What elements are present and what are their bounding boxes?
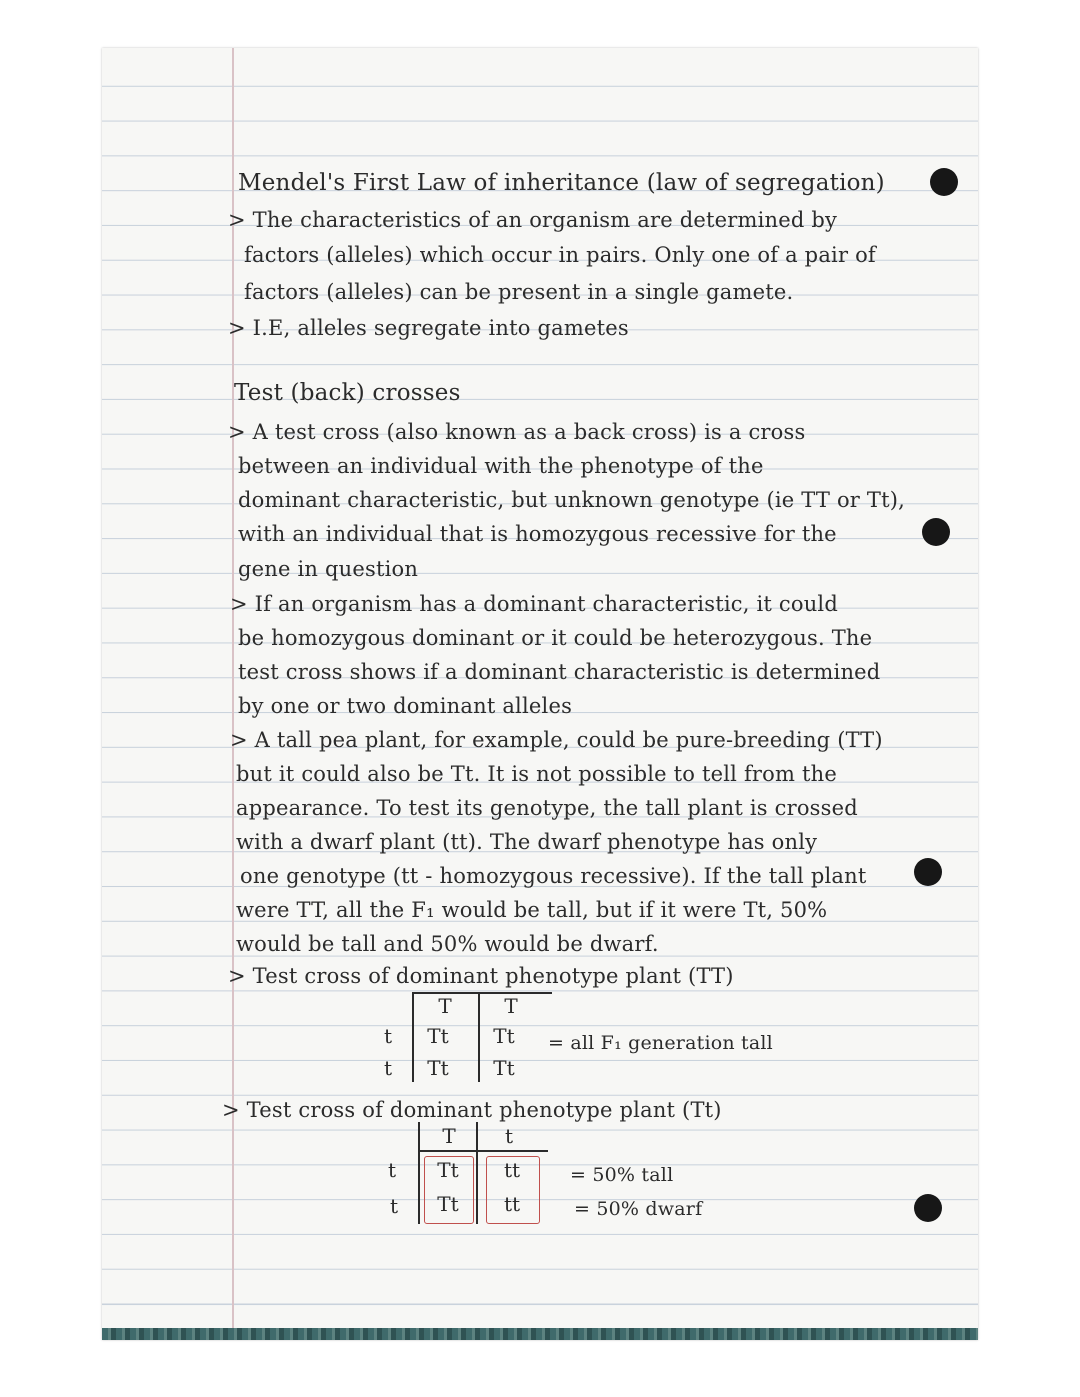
note-line: dominant characteristic, but unknown genotype (ie TT or Tt), xyxy=(238,488,906,512)
note-line: one genotype (tt - homozygous recessive). If the tall plant xyxy=(240,864,867,888)
genotype-cell: Tt xyxy=(493,1024,515,1048)
note-line: were TT, all the F₁ would be tall, but if it were Tt, 50% xyxy=(236,898,828,922)
allele-header: T xyxy=(442,1124,456,1148)
cross-2-result-dwarf: = 50% dwarf xyxy=(574,1198,703,1220)
margin-line xyxy=(232,48,234,1340)
genotype-cell: tt xyxy=(503,1192,521,1216)
allele-side: t xyxy=(383,1056,393,1080)
punch-hole-upper-mid xyxy=(922,518,950,546)
allele-header: t xyxy=(504,1124,514,1148)
note-line: with an individual that is homozygous recessive for the xyxy=(238,522,837,546)
cross-1-label: > Test cross of dominant phenotype plant (TT) xyxy=(228,964,734,988)
allele-side: t xyxy=(383,1024,393,1048)
note-line: > The characteristics of an organism are determined by xyxy=(228,208,838,232)
genotype-cell: Tt xyxy=(427,1024,449,1048)
cross-1-result: = all F₁ generation tall xyxy=(548,1032,773,1054)
section-title-mendel: Mendel's First Law of inheritance (law of segregation) xyxy=(238,170,885,196)
allele-side: t xyxy=(389,1194,399,1218)
punch-hole-lower-mid xyxy=(914,858,942,886)
grid-line xyxy=(478,992,480,1082)
grid-line xyxy=(418,1122,420,1224)
note-line: test cross shows if a dominant characteristic is determined xyxy=(238,660,881,684)
note-line: but it could also be Tt. It is not possible to tell from the xyxy=(236,762,837,786)
note-line: > If an organism has a dominant characteristic, it could xyxy=(230,592,838,616)
genotype-cell: Tt xyxy=(427,1056,449,1080)
genotype-cell: Tt xyxy=(493,1056,515,1080)
note-line: appearance. To test its genotype, the tall plant is crossed xyxy=(236,796,858,820)
allele-header: T xyxy=(438,994,452,1018)
note-line: would be tall and 50% would be dwarf. xyxy=(236,932,659,956)
note-line: factors (alleles) can be present in a single gamete. xyxy=(244,280,794,304)
page-edge-strip xyxy=(102,1328,978,1340)
note-line: > A tall pea plant, for example, could be pure-breeding (TT) xyxy=(230,728,883,752)
genotype-cell: Tt xyxy=(437,1192,459,1216)
allele-side: t xyxy=(387,1158,397,1182)
grid-line xyxy=(412,992,414,1082)
note-line: > I.E, alleles segregate into gametes xyxy=(228,316,629,340)
cross-2-result-tall: = 50% tall xyxy=(570,1164,674,1186)
genotype-cell: Tt xyxy=(437,1158,459,1182)
note-line: be homozygous dominant or it could be heterozygous. The xyxy=(238,626,873,650)
punch-hole-top xyxy=(930,168,958,196)
note-line: with a dwarf plant (tt). The dwarf phenotype has only xyxy=(236,830,818,854)
allele-header: T xyxy=(504,994,518,1018)
note-line: by one or two dominant alleles xyxy=(238,694,573,718)
grid-line xyxy=(476,1122,478,1224)
note-line: factors (alleles) which occur in pairs. Only one of a pair of xyxy=(244,243,876,267)
section-title-test-crosses: Test (back) crosses xyxy=(234,380,461,406)
cross-2-label: > Test cross of dominant phenotype plant (Tt) xyxy=(222,1098,722,1122)
grid-line xyxy=(418,1150,548,1152)
note-line: > A test cross (also known as a back cross) is a cross xyxy=(228,420,806,444)
genotype-cell: tt xyxy=(503,1158,521,1182)
punch-hole-bottom xyxy=(914,1194,942,1222)
note-line: gene in question xyxy=(238,557,419,581)
note-line: between an individual with the phenotype of the xyxy=(238,454,764,478)
